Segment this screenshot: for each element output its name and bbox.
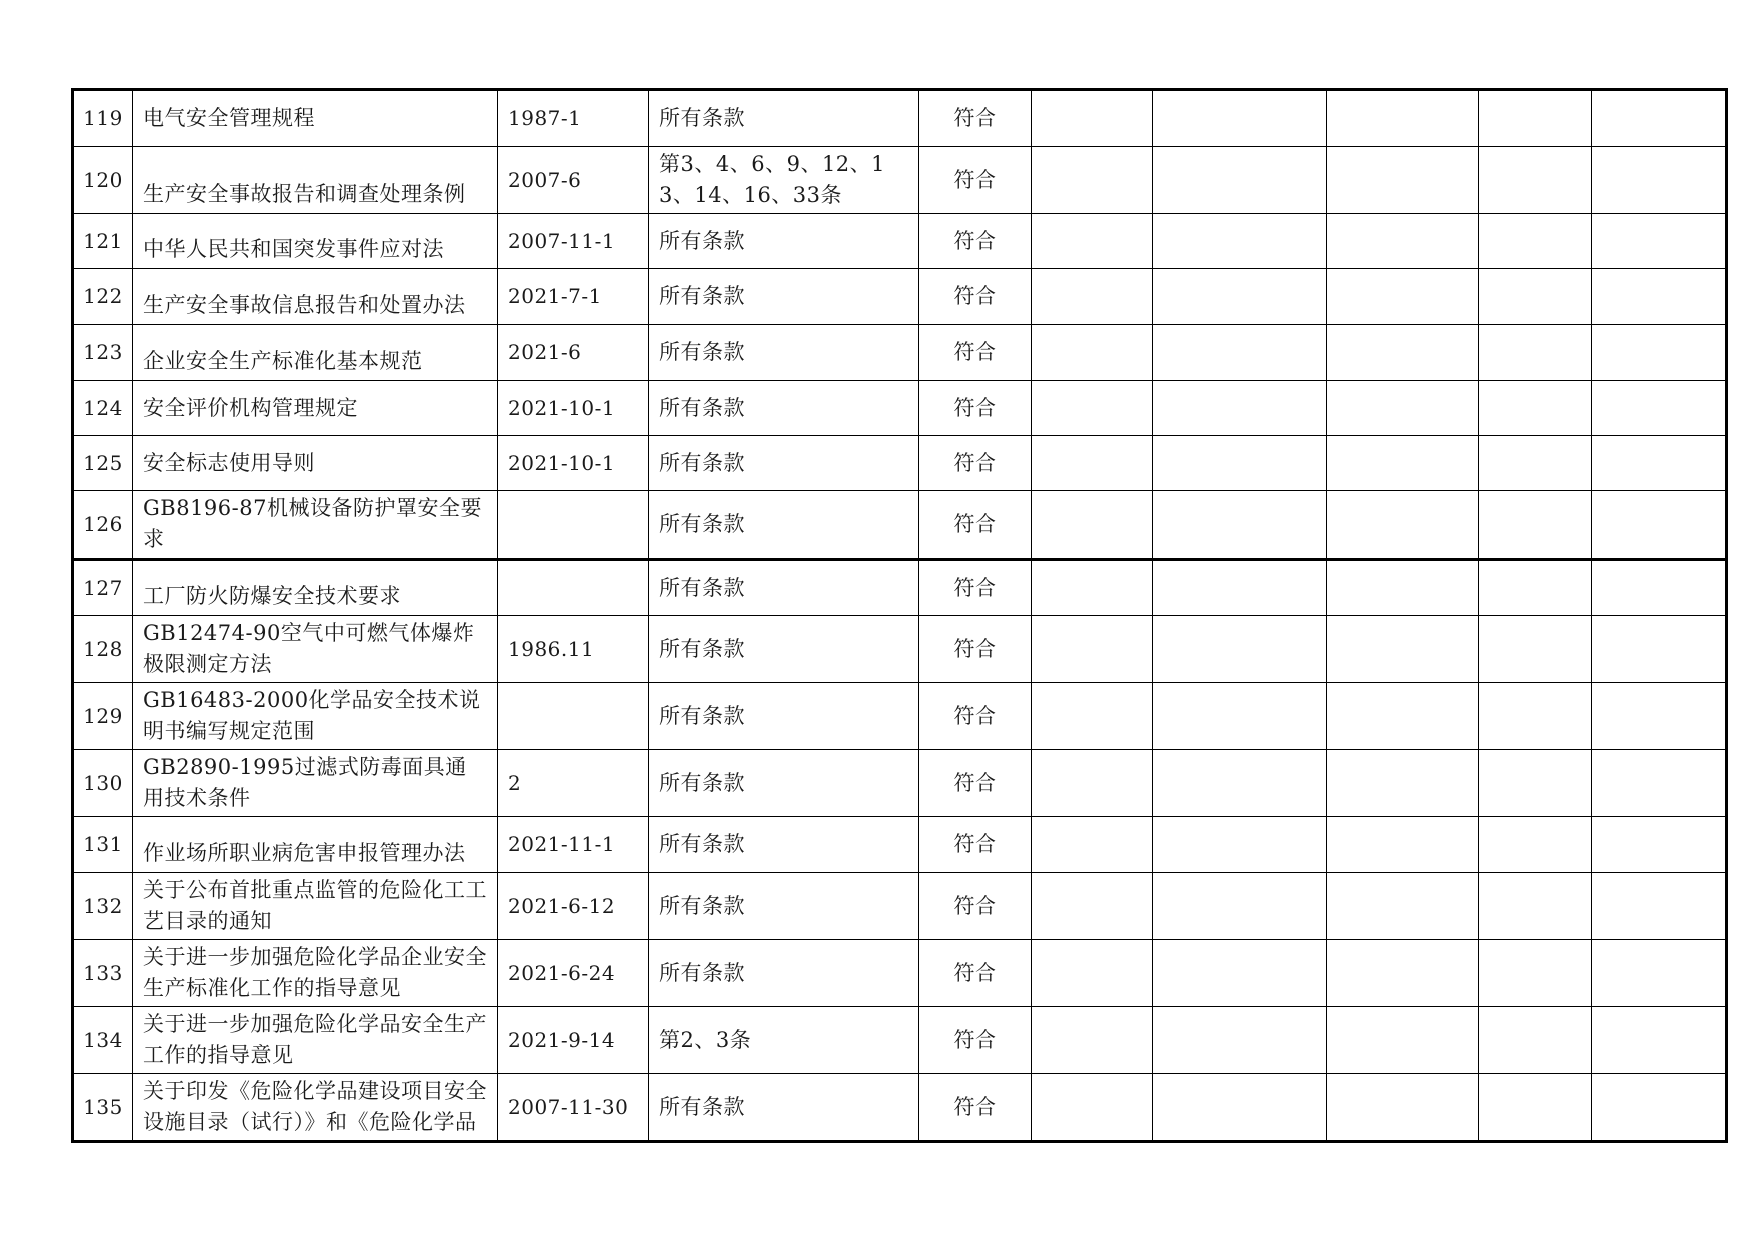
blank-cell [1153,750,1327,817]
blank-cell [1153,491,1327,560]
blank-cell [1592,491,1727,560]
blank-cell [1479,750,1592,817]
applicable-clauses: 所有条款 [649,381,919,436]
effective-date: 2007-6 [498,147,649,214]
blank-cell [1032,750,1153,817]
effective-date: 2021-9-14 [498,1007,649,1074]
applicable-clauses: 所有条款 [649,873,919,940]
table-row [73,750,1727,817]
row-number: 124 [73,381,133,436]
blank-cell [1479,436,1592,491]
effective-date: 2021-6-12 [498,873,649,940]
blank-cell [1153,616,1327,683]
row-number: 127 [73,560,133,616]
blank-cell [1592,269,1727,325]
conformity-result: 符合 [919,147,1032,214]
table-row [73,436,1727,491]
applicable-clauses: 第3、4、6、9、12、13、14、16、33条 [649,147,919,214]
blank-cell [1153,90,1327,147]
blank-cell [1327,616,1479,683]
blank-cell [1032,381,1153,436]
regulation-name: GB8196-87机械设备防护罩安全要求 [133,491,498,560]
row-number: 122 [73,269,133,325]
blank-cell [1032,616,1153,683]
conformity-result: 符合 [919,214,1032,269]
blank-cell [1479,683,1592,750]
regulation-name: 安全标志使用导则 [133,436,498,491]
blank-cell [1327,381,1479,436]
blank-cell [1153,214,1327,269]
conformity-result: 符合 [919,90,1032,147]
blank-cell [1479,491,1592,560]
row-number: 125 [73,436,133,491]
blank-cell [1592,1074,1727,1142]
blank-cell [1592,325,1727,381]
blank-cell [1479,147,1592,214]
blank-cell [1153,325,1327,381]
row-number: 131 [73,817,133,873]
blank-cell [1592,616,1727,683]
blank-cell [1032,436,1153,491]
blank-cell [1592,817,1727,873]
blank-cell [1327,269,1479,325]
conformity-result: 符合 [919,940,1032,1007]
table-row [73,616,1727,683]
regulation-name: 安全评价机构管理规定 [133,381,498,436]
blank-cell [1327,873,1479,940]
regulation-name: GB16483-2000化学品安全技术说明书编写规定范围 [133,683,498,750]
blank-cell [1479,1074,1592,1142]
blank-cell [1327,940,1479,1007]
blank-cell [1032,873,1153,940]
effective-date: 2021-6 [498,325,649,381]
applicable-clauses: 所有条款 [649,940,919,1007]
applicable-clauses: 所有条款 [649,90,919,147]
blank-cell [1327,560,1479,616]
effective-date: 2021-6-24 [498,940,649,1007]
table-row [73,873,1727,940]
conformity-result: 符合 [919,491,1032,560]
regulation-name: 关于进一步加强危险化学品安全生产工作的指导意见 [133,1007,498,1074]
blank-cell [1592,940,1727,1007]
blank-cell [1032,147,1153,214]
effective-date [498,491,649,560]
effective-date: 2 [498,750,649,817]
blank-cell [1327,147,1479,214]
blank-cell [1032,683,1153,750]
blank-cell [1592,1007,1727,1074]
blank-cell [1592,683,1727,750]
row-number: 130 [73,750,133,817]
blank-cell [1032,817,1153,873]
blank-cell [1592,873,1727,940]
blank-cell [1032,1007,1153,1074]
blank-cell [1153,1074,1327,1142]
regulation-name: 关于进一步加强危险化学品企业安全生产标准化工作的指导意见 [133,940,498,1007]
regulation-name: 中华人民共和国突发事件应对法 [133,214,498,269]
applicable-clauses: 所有条款 [649,214,919,269]
row-number: 123 [73,325,133,381]
blank-cell [1592,436,1727,491]
blank-cell [1479,616,1592,683]
applicable-clauses: 所有条款 [649,616,919,683]
blank-cell [1479,269,1592,325]
blank-cell [1327,436,1479,491]
table-row [73,560,1727,616]
blank-cell [1592,750,1727,817]
blank-cell [1327,683,1479,750]
conformity-result: 符合 [919,325,1032,381]
table-row [73,325,1727,381]
row-number: 129 [73,683,133,750]
conformity-result: 符合 [919,616,1032,683]
regulation-name: 生产安全事故信息报告和处置办法 [133,269,498,325]
effective-date: 2021-10-1 [498,436,649,491]
blank-cell [1032,560,1153,616]
conformity-result: 符合 [919,269,1032,325]
blank-cell [1592,560,1727,616]
applicable-clauses: 所有条款 [649,491,919,560]
blank-cell [1153,381,1327,436]
blank-cell [1032,325,1153,381]
blank-cell [1032,491,1153,560]
table-row [73,269,1727,325]
blank-cell [1153,1007,1327,1074]
effective-date [498,560,649,616]
applicable-clauses: 第2、3条 [649,1007,919,1074]
blank-cell [1327,1074,1479,1142]
regulation-name: 作业场所职业病危害申报管理办法 [133,817,498,873]
blank-cell [1032,269,1153,325]
conformity-result: 符合 [919,436,1032,491]
blank-cell [1153,940,1327,1007]
regulation-name: 工厂防火防爆安全技术要求 [133,560,498,616]
applicable-clauses: 所有条款 [649,683,919,750]
conformity-result: 符合 [919,873,1032,940]
table-row [73,381,1727,436]
blank-cell [1479,381,1592,436]
table-row [73,491,1727,560]
regulation-name: 生产安全事故报告和调查处理条例 [133,147,498,214]
blank-cell [1153,147,1327,214]
applicable-clauses: 所有条款 [649,325,919,381]
row-number: 121 [73,214,133,269]
blank-cell [1327,214,1479,269]
blank-cell [1327,750,1479,817]
table-row [73,1074,1727,1142]
regulation-name: 企业安全生产标准化基本规范 [133,325,498,381]
row-number: 132 [73,873,133,940]
conformity-result: 符合 [919,1074,1032,1142]
blank-cell [1153,436,1327,491]
regulation-name: 关于印发《危险化学品建设项目安全设施目录（试行）》和《危险化学品 [133,1074,498,1142]
effective-date [498,683,649,750]
row-number: 120 [73,147,133,214]
applicable-clauses: 所有条款 [649,560,919,616]
effective-date: 2021-10-1 [498,381,649,436]
effective-date: 1987-1 [498,90,649,147]
blank-cell [1032,214,1153,269]
blank-cell [1592,90,1727,147]
conformity-result: 符合 [919,683,1032,750]
table-row [73,817,1727,873]
row-number: 119 [73,90,133,147]
row-number: 128 [73,616,133,683]
conformity-result: 符合 [919,817,1032,873]
regulation-name: GB12474-90空气中可燃气体爆炸极限测定方法 [133,616,498,683]
conformity-result: 符合 [919,381,1032,436]
blank-cell [1592,147,1727,214]
blank-cell [1153,269,1327,325]
table-row [73,214,1727,269]
blank-cell [1327,325,1479,381]
regulations-table [71,88,1728,1143]
effective-date: 2007-11-1 [498,214,649,269]
row-number: 134 [73,1007,133,1074]
blank-cell [1479,873,1592,940]
applicable-clauses: 所有条款 [649,269,919,325]
blank-cell [1479,817,1592,873]
blank-cell [1153,560,1327,616]
blank-cell [1479,560,1592,616]
blank-cell [1153,873,1327,940]
row-number: 135 [73,1074,133,1142]
blank-cell [1479,1007,1592,1074]
table-row [73,147,1727,214]
effective-date: 2007-11-30 [498,1074,649,1142]
blank-cell [1153,683,1327,750]
applicable-clauses: 所有条款 [649,750,919,817]
blank-cell [1479,214,1592,269]
applicable-clauses: 所有条款 [649,1074,919,1142]
applicable-clauses: 所有条款 [649,817,919,873]
effective-date: 2021-11-1 [498,817,649,873]
regulation-name: GB2890-1995过滤式防毒面具通用技术条件 [133,750,498,817]
regulation-name: 关于公布首批重点监管的危险化工工艺目录的通知 [133,873,498,940]
blank-cell [1327,817,1479,873]
table-row [73,940,1727,1007]
applicable-clauses: 所有条款 [649,436,919,491]
blank-cell [1327,491,1479,560]
conformity-result: 符合 [919,1007,1032,1074]
conformity-result: 符合 [919,750,1032,817]
table-row [73,90,1727,147]
table-row [73,1007,1727,1074]
blank-cell [1032,90,1153,147]
blank-cell [1032,940,1153,1007]
blank-cell [1327,90,1479,147]
effective-date: 1986.11 [498,616,649,683]
blank-cell [1327,1007,1479,1074]
blank-cell [1592,381,1727,436]
blank-cell [1479,940,1592,1007]
blank-cell [1592,214,1727,269]
table-row [73,683,1727,750]
blank-cell [1479,325,1592,381]
row-number: 133 [73,940,133,1007]
effective-date: 2021-7-1 [498,269,649,325]
regulation-name: 电气安全管理规程 [133,90,498,147]
blank-cell [1479,90,1592,147]
conformity-result: 符合 [919,560,1032,616]
blank-cell [1032,1074,1153,1142]
blank-cell [1153,817,1327,873]
row-number: 126 [73,491,133,560]
